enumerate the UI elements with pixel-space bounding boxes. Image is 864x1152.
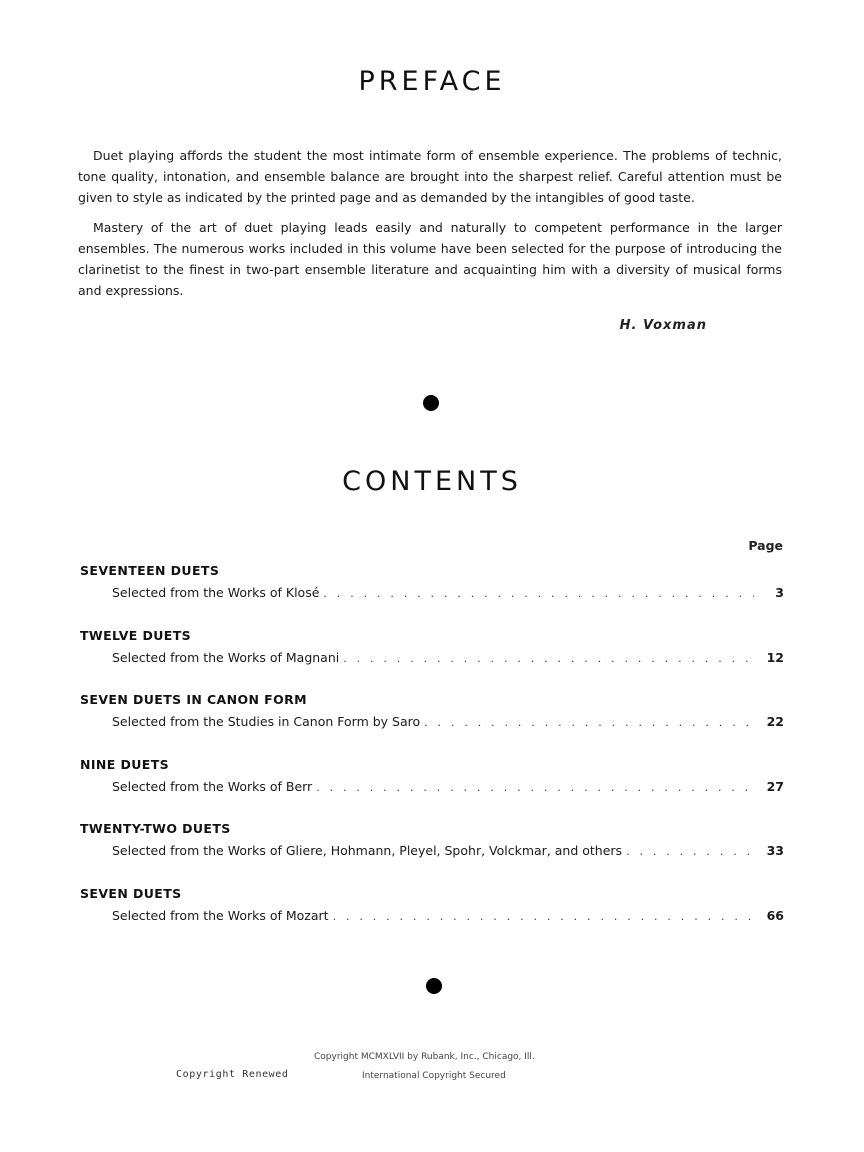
copyright-notice: Copyright MCMXLVII by Rubank, Inc., Chicago, Ill. — [314, 1052, 535, 1062]
toc-page-number: 12 — [766, 649, 784, 665]
toc-entry — [80, 711, 784, 733]
toc-entry-text: Selected from the Works of Gliere, Hohmann, Pleyel, Spohr, Volckmar, and others — [112, 843, 623, 858]
toc-entry-text: Selected from the Works of Klosé — [112, 585, 320, 600]
toc-entry — [80, 905, 784, 927]
toc-section — [80, 625, 784, 690]
dot-leader — [343, 648, 754, 670]
dot-leader — [333, 906, 754, 928]
preface-body — [78, 145, 782, 310]
dot-leader — [316, 777, 754, 799]
toc-section-heading: SEVEN DUETS IN CANON FORM — [80, 692, 307, 707]
toc-entry-text: Selected from the Works of Magnani — [112, 649, 340, 665]
toc-entry — [80, 647, 784, 669]
toc-section-heading: SEVENTEEN DUETS — [80, 563, 220, 578]
toc-page-number: 27 — [766, 778, 784, 794]
toc-section — [80, 754, 784, 819]
preface-title: PREFACE — [358, 66, 506, 97]
toc-section-heading: SEVEN DUETS — [80, 885, 182, 901]
toc-section-heading: NINE DUETS — [80, 756, 170, 772]
toc-section — [80, 883, 784, 948]
toc-section — [80, 689, 784, 754]
toc-page-number: 3 — [775, 585, 784, 600]
toc-section — [80, 560, 784, 625]
toc-entry-text: Selected from the Works of Mozart — [112, 907, 329, 923]
dot-leader — [424, 712, 754, 734]
toc-section — [80, 818, 784, 883]
toc-entry-text: Selected from the Studies in Canon Form by Saro — [112, 714, 421, 729]
page-column-label: Page — [748, 538, 783, 553]
preface-paragraph-2: Mastery of the art of duet playing leads easily and naturally to competent performance in the larger ensembles. The numerous works included in this volume have been selected for the purpose of introducing the clarinetist to the finest in two-part ensemble literature and acquainting him with a diversity of musical forms and expressions. — [78, 220, 782, 298]
dot-leader — [323, 583, 754, 605]
table-of-contents — [80, 560, 784, 947]
preface-paragraph-1: Duet playing affords the student the most intimate form of ensemble experience. The problems of technic, tone quality, intonation, and ensemble balance are brought into the sharpest relief. Careful attention must be given to style as indicated by the printed page and as demanded by the intangibles of good taste. — [78, 148, 782, 205]
bullet-ornament-icon — [426, 978, 442, 994]
bullet-ornament-icon — [423, 395, 439, 411]
contents-title: CONTENTS — [342, 466, 522, 497]
copyright-renewed: Copyright Renewed — [176, 1069, 289, 1080]
toc-section-heading: TWENTY-TWO DUETS — [80, 821, 231, 836]
dot-leader — [626, 841, 754, 863]
toc-section-heading: TWELVE DUETS — [80, 627, 192, 643]
toc-page-number: 33 — [766, 843, 784, 858]
toc-entry — [80, 776, 784, 798]
toc-entry — [80, 582, 784, 604]
toc-entry — [80, 840, 784, 862]
toc-entry-text: Selected from the Works of Berr — [112, 778, 313, 794]
toc-page-number: 22 — [766, 714, 784, 729]
toc-page-number: 66 — [766, 907, 784, 923]
copyright-international: International Copyright Secured — [362, 1071, 506, 1081]
preface-signature: H. Voxman — [619, 318, 707, 333]
